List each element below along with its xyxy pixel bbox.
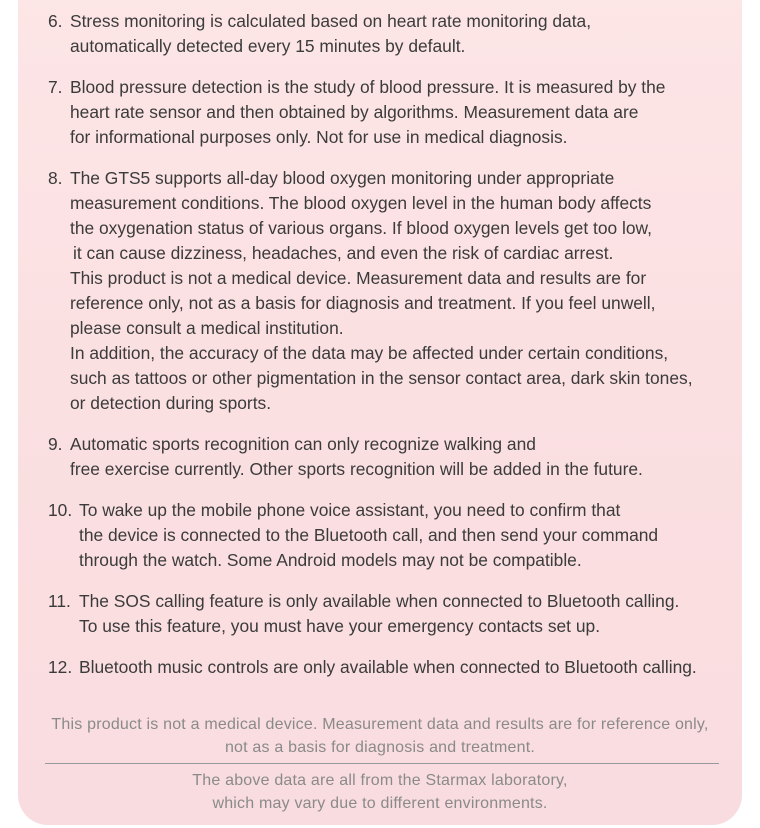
note-line: This product is not a medical device. Measurement data and results are for <box>70 268 647 288</box>
note-line: it can cause dizziness, headaches, and even the risk of cardiac arrest. <box>73 243 614 263</box>
note-text <box>70 166 693 416</box>
note-text <box>79 589 679 639</box>
note-line: or detection during sports. <box>70 393 272 413</box>
note-item-9 <box>0 432 760 482</box>
note-line: through the watch. Some Android models may not be compatible. <box>79 550 582 570</box>
note-line: In addition, the accuracy of the data may be affected under certain conditions, <box>70 343 669 363</box>
source-line: The above data are all from the Starmax laboratory, <box>192 772 568 789</box>
note-text <box>70 432 643 482</box>
note-line: heart rate sensor and then obtained by algorithms. Measurement data are <box>70 102 639 122</box>
note-item-12 <box>0 655 760 680</box>
note-line: the oxygenation status of various organs. If blood oxygen levels get too low, <box>70 218 652 238</box>
notes-list <box>0 9 760 696</box>
note-item-7 <box>0 75 760 150</box>
note-number: 9. <box>48 434 63 454</box>
note-line: measurement conditions. The blood oxygen level in the human body affects <box>70 193 652 213</box>
note-line: such as tattoos or other pigmentation in the sensor contact area, dark skin tones, <box>70 368 693 388</box>
note-line: To use this feature, you must have your emergency contacts set up. <box>79 616 601 636</box>
note-number: 7. <box>48 77 63 97</box>
note-number: 10. <box>48 500 73 520</box>
note-line: The SOS calling feature is only available when connected to Bluetooth calling. <box>79 591 680 611</box>
note-line: The GTS5 supports all-day blood oxygen monitoring under appropriate <box>70 168 615 188</box>
note-line: To wake up the mobile phone voice assistant, you need to confirm that <box>79 500 621 520</box>
note-text <box>70 75 665 150</box>
note-text <box>79 655 697 680</box>
note-line: please consult a medical institution. <box>70 318 344 338</box>
note-line: reference only, not as a basis for diagnosis and treatment. If you feel unwell, <box>70 293 656 313</box>
note-line: Stress monitoring is calculated based on heart rate monitoring data, <box>70 11 592 31</box>
note-number: 6. <box>48 11 63 31</box>
disclaimer-line: not as a basis for diagnosis and treatment. <box>224 739 536 756</box>
note-text <box>70 9 591 59</box>
note-line: for informational purposes only. Not for use in medical diagnosis. <box>70 127 568 147</box>
note-number: 12. <box>48 657 73 677</box>
note-line: Bluetooth music controls are only available when connected to Bluetooth calling. <box>79 657 697 677</box>
footer-divider <box>45 763 719 764</box>
source-line: which may vary due to different environments. <box>212 795 548 812</box>
medical-disclaimer <box>18 713 742 759</box>
note-line: Blood pressure detection is the study of blood pressure. It is measured by the <box>70 77 666 97</box>
note-number: 11. <box>48 591 71 611</box>
note-item-11 <box>0 589 760 639</box>
note-line: free exercise currently. Other sports recognition will be added in the future. <box>70 459 643 479</box>
data-source-note <box>18 769 742 815</box>
note-item-6 <box>0 9 760 59</box>
disclaimer-line: This product is not a medical device. Measurement data and results are for reference only, <box>51 716 709 733</box>
note-item-10 <box>0 498 760 573</box>
note-line: the device is connected to the Bluetooth call, and then send your command <box>79 525 659 545</box>
note-line: Automatic sports recognition can only recognize walking and <box>70 434 536 454</box>
note-item-8 <box>0 166 760 416</box>
note-number: 8. <box>48 168 63 188</box>
note-text <box>79 498 658 573</box>
note-line: automatically detected every 15 minutes by default. <box>70 36 466 56</box>
